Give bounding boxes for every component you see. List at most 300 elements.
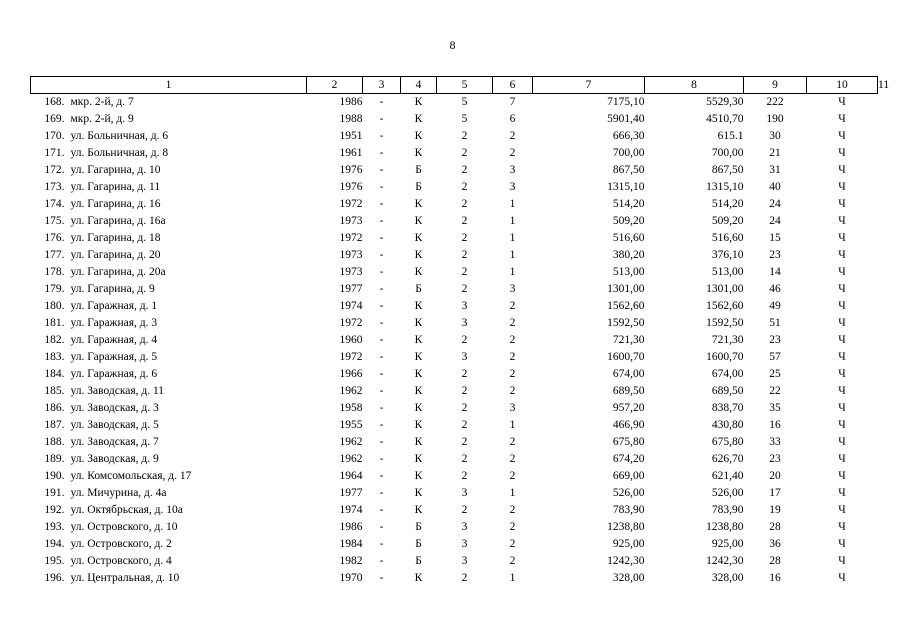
table-row	[31, 247, 878, 264]
cell-a8: 669,00	[612, 470, 645, 482]
cell-a9: 1600,70	[706, 351, 744, 363]
cell-mat: К	[414, 249, 423, 261]
address: ул. Гагарина, д. 18	[70, 232, 161, 244]
cell-a8: 514,20	[612, 198, 645, 210]
address-cell	[31, 196, 307, 213]
address: ул. Гаражная, д. 3	[70, 317, 158, 329]
cell-c4: -	[379, 453, 384, 465]
cell-year: 1955	[339, 419, 363, 431]
cell-en: 2	[509, 521, 516, 533]
cell-c4: -	[379, 300, 384, 312]
cell-c10: 23	[769, 249, 781, 261]
cell-a8: 380,20	[612, 249, 645, 261]
cell-year: 1951	[339, 130, 363, 142]
cell-mat: К	[414, 215, 423, 227]
cell-en: 1	[509, 249, 516, 261]
cell-year: 1966	[339, 368, 363, 380]
cell-year: 1960	[339, 334, 363, 346]
cell-c11: Ч	[838, 521, 846, 533]
cell-c11: Ч	[838, 419, 846, 431]
row-number: 180.	[44, 300, 65, 312]
address: ул. Больничная, д. 8	[70, 147, 169, 159]
page-number: 8	[449, 38, 456, 52]
cell-c10: 190	[766, 113, 784, 125]
cell-fl: 2	[461, 436, 468, 448]
cell-a8: 957,20	[612, 402, 645, 414]
address-cell	[31, 451, 307, 468]
cell-c4: -	[379, 555, 384, 567]
address: ул. Островского, д. 2	[70, 538, 172, 550]
cell-a9: 615.1	[717, 130, 744, 142]
cell-year: 1974	[339, 504, 363, 516]
cell-c11: Ч	[838, 300, 846, 312]
cell-c11: Ч	[838, 402, 846, 414]
cell-mat: Б	[415, 538, 422, 550]
cell-c10: 33	[769, 436, 781, 448]
cell-c10: 20	[769, 470, 781, 482]
cell-c11: Ч	[838, 317, 846, 329]
cell-mat: К	[414, 147, 423, 159]
cell-fl: 3	[461, 487, 468, 499]
cell-c11: Ч	[838, 538, 846, 550]
address-cell	[31, 570, 307, 587]
cell-mat: К	[414, 334, 423, 346]
address-cell	[31, 519, 307, 536]
cell-c11: Ч	[838, 351, 846, 363]
cell-a8: 867,50	[612, 164, 645, 176]
cell-mat: К	[414, 351, 423, 363]
row-number: 179.	[44, 283, 65, 295]
cell-year: 1962	[339, 453, 363, 465]
cell-c4: -	[379, 266, 384, 278]
table-row	[31, 179, 878, 196]
cell-c10: 222	[766, 96, 784, 108]
cell-mat: К	[414, 470, 423, 482]
address-cell	[31, 281, 307, 298]
row-number: 169.	[44, 113, 65, 125]
cell-c11: Ч	[838, 198, 846, 210]
cell-c10: 31	[769, 164, 781, 176]
cell-c11: Ч	[838, 266, 846, 278]
cell-a8: 1592,50	[607, 317, 645, 329]
cell-mat: К	[414, 232, 423, 244]
cell-en: 2	[509, 555, 516, 567]
cell-c4: -	[379, 351, 384, 363]
table-row	[31, 434, 878, 451]
cell-mat: К	[414, 436, 423, 448]
cell-year: 1958	[339, 402, 363, 414]
cell-c10: 57	[769, 351, 781, 363]
address-cell	[31, 315, 307, 332]
cell-year: 1976	[339, 164, 363, 176]
cell-c10: 16	[769, 419, 781, 431]
cell-c10: 51	[769, 317, 781, 329]
address: ул. Заводская, д. 3	[70, 402, 159, 414]
column-header-3: 3	[363, 77, 401, 94]
row-number: 188.	[44, 436, 65, 448]
cell-a8: 700,00	[612, 147, 645, 159]
address: ул. Гаражная, д. 5	[70, 351, 158, 363]
cell-mat: К	[414, 385, 423, 397]
cell-fl: 2	[461, 283, 468, 295]
row-number: 196.	[44, 572, 65, 584]
table-row	[31, 230, 878, 247]
table-row	[31, 502, 878, 519]
cell-year: 1973	[339, 266, 363, 278]
address: ул. Гагарина, д. 16	[70, 198, 161, 210]
table-row	[31, 519, 878, 536]
cell-a9: 1301,00	[706, 283, 744, 295]
cell-en: 2	[509, 538, 516, 550]
cell-year: 1973	[339, 249, 363, 261]
cell-en: 6	[509, 113, 516, 125]
cell-mat: Б	[415, 181, 422, 193]
address: ул. Заводская, д. 5	[70, 419, 159, 431]
cell-en: 1	[509, 487, 516, 499]
address-cell	[31, 264, 307, 281]
table-row	[31, 536, 878, 553]
cell-a8: 689,50	[612, 385, 645, 397]
cell-en: 3	[509, 283, 516, 295]
cell-fl: 3	[461, 317, 468, 329]
cell-mat: Б	[415, 283, 422, 295]
address-cell	[31, 485, 307, 502]
column-header-2: 2	[307, 77, 363, 94]
address-cell	[31, 230, 307, 247]
row-number: 174.	[44, 198, 65, 210]
cell-c4: -	[379, 215, 384, 227]
cell-c10: 16	[769, 572, 781, 584]
table-row	[31, 485, 878, 502]
cell-en: 2	[509, 453, 516, 465]
cell-en: 3	[509, 181, 516, 193]
cell-a9: 514,20	[711, 198, 744, 210]
cell-year: 1986	[339, 96, 363, 108]
cell-a9: 516,60	[711, 232, 744, 244]
cell-a9: 5529,30	[706, 96, 744, 108]
cell-year: 1962	[339, 385, 363, 397]
cell-en: 2	[509, 470, 516, 482]
address: ул. Гаражная, д. 6	[70, 368, 158, 380]
cell-fl: 3	[461, 300, 468, 312]
cell-c4: -	[379, 368, 384, 380]
cell-en: 2	[509, 317, 516, 329]
cell-fl: 2	[461, 572, 468, 584]
cell-en: 1	[509, 198, 516, 210]
cell-year: 1962	[339, 436, 363, 448]
cell-a9: 626,70	[711, 453, 744, 465]
cell-en: 2	[509, 300, 516, 312]
address: ул. Мичурина, д. 4а	[70, 487, 167, 499]
cell-c11: Ч	[838, 368, 846, 380]
cell-mat: К	[414, 368, 423, 380]
column-header-10: 10	[807, 77, 878, 94]
column-header-8: 8	[645, 77, 744, 94]
row-number: 170.	[44, 130, 65, 142]
cell-year: 1970	[339, 572, 363, 584]
cell-c10: 21	[769, 147, 781, 159]
cell-a9: 721,30	[711, 334, 744, 346]
cell-a9: 1242,30	[706, 555, 744, 567]
cell-c11: Ч	[838, 181, 846, 193]
table-row	[31, 400, 878, 417]
cell-a8: 1242,30	[607, 555, 645, 567]
cell-fl: 2	[461, 232, 468, 244]
address-cell	[31, 536, 307, 553]
table-row	[31, 451, 878, 468]
cell-fl: 2	[461, 130, 468, 142]
address: ул. Больничная, д. 6	[70, 130, 169, 142]
cell-c10: 19	[769, 504, 781, 516]
address: ул. Гагарина, д. 16а	[70, 215, 166, 227]
cell-c11: Ч	[838, 572, 846, 584]
address-cell	[31, 298, 307, 315]
cell-fl: 2	[461, 198, 468, 210]
cell-fl: 2	[461, 470, 468, 482]
cell-c10: 28	[769, 555, 781, 567]
column-header-1: 1	[31, 77, 307, 94]
cell-mat: К	[414, 572, 423, 584]
address: ул. Островского, д. 10	[70, 521, 178, 533]
cell-c10: 22	[769, 385, 781, 397]
cell-mat: К	[414, 487, 423, 499]
cell-a9: 621,40	[711, 470, 744, 482]
address: ул. Гагарина, д. 20	[70, 249, 161, 261]
address: ул. Заводская, д. 7	[70, 436, 159, 448]
cell-a9: 1562,60	[706, 300, 744, 312]
cell-c4: -	[379, 164, 384, 176]
address-cell	[31, 332, 307, 349]
cell-c10: 17	[769, 487, 781, 499]
cell-a8: 721,30	[612, 334, 645, 346]
cell-c4: -	[379, 130, 384, 142]
cell-c11: Ч	[838, 487, 846, 499]
cell-c11: Ч	[838, 249, 846, 261]
cell-mat: К	[414, 317, 423, 329]
cell-year: 1972	[339, 317, 363, 329]
cell-en: 1	[509, 215, 516, 227]
address-cell	[31, 349, 307, 366]
row-number: 182.	[44, 334, 65, 346]
cell-c10: 14	[769, 266, 781, 278]
cell-year: 1973	[339, 215, 363, 227]
row-number: 195.	[44, 555, 65, 567]
cell-c11: Ч	[838, 147, 846, 159]
cell-fl: 2	[461, 334, 468, 346]
cell-c4: -	[379, 385, 384, 397]
cell-c11: Ч	[838, 436, 846, 448]
cell-mat: К	[414, 419, 423, 431]
table-row	[31, 315, 878, 332]
row-number: 192.	[44, 504, 65, 516]
cell-mat: К	[414, 113, 423, 125]
row-number: 185.	[44, 385, 65, 397]
housing-register-table	[30, 76, 890, 587]
cell-year: 1972	[339, 198, 363, 210]
cell-a9: 689,50	[711, 385, 744, 397]
row-number: 193.	[44, 521, 65, 533]
cell-c4: -	[379, 419, 384, 431]
table-row	[31, 264, 878, 281]
cell-a9: 4510,70	[706, 113, 744, 125]
table-row	[31, 145, 878, 162]
cell-fl: 2	[461, 453, 468, 465]
table-row	[31, 366, 878, 383]
cell-fl: 2	[461, 402, 468, 414]
column-header-4: 4	[401, 77, 437, 94]
cell-c10: 25	[769, 368, 781, 380]
cell-c10: 28	[769, 521, 781, 533]
cell-en: 1	[509, 572, 516, 584]
cell-a8: 516,60	[612, 232, 645, 244]
cell-year: 1977	[339, 283, 363, 295]
cell-c11: Ч	[838, 470, 846, 482]
cell-c11: Ч	[838, 504, 846, 516]
row-number: 189.	[44, 453, 65, 465]
cell-a9: 376,10	[711, 249, 744, 261]
column-header-5: 5	[437, 77, 493, 94]
table-row	[31, 128, 878, 145]
address: ул. Гагарина, д. 9	[70, 283, 155, 295]
cell-en: 2	[509, 504, 516, 516]
cell-c4: -	[379, 317, 384, 329]
cell-mat: Б	[415, 164, 422, 176]
cell-mat: К	[414, 504, 423, 516]
cell-fl: 2	[461, 266, 468, 278]
cell-a8: 1238,80	[607, 521, 645, 533]
cell-en: 3	[509, 402, 516, 414]
cell-a9: 700,00	[711, 147, 744, 159]
cell-c11: Ч	[838, 130, 846, 142]
table-row	[31, 162, 878, 179]
cell-a9: 526,00	[711, 487, 744, 499]
cell-c10: 35	[769, 402, 781, 414]
cell-a8: 513,00	[612, 266, 645, 278]
cell-en: 1	[509, 232, 516, 244]
row-number: 176.	[44, 232, 65, 244]
row-number: 190.	[44, 470, 65, 482]
address-cell	[31, 417, 307, 434]
cell-c4: -	[379, 232, 384, 244]
cell-c10: 36	[769, 538, 781, 550]
cell-year: 1977	[339, 487, 363, 499]
cell-fl: 2	[461, 164, 468, 176]
cell-fl: 5	[461, 113, 468, 125]
cell-mat: К	[414, 198, 423, 210]
cell-en: 2	[509, 385, 516, 397]
cell-fl: 2	[461, 249, 468, 261]
cell-mat: К	[414, 402, 423, 414]
table-row	[31, 553, 878, 570]
table-row	[31, 349, 878, 366]
cell-year: 1972	[339, 351, 363, 363]
cell-fl: 3	[461, 555, 468, 567]
cell-a8: 328,00	[612, 572, 645, 584]
cell-year: 1964	[339, 470, 363, 482]
cell-a9: 925,00	[711, 538, 744, 550]
cell-a9: 1238,80	[706, 521, 744, 533]
address: ул. Гаражная, д. 1	[70, 300, 158, 312]
cell-en: 1	[509, 419, 516, 431]
address: мкр. 2-й, д. 7	[70, 96, 134, 108]
cell-c4: -	[379, 334, 384, 346]
row-number: 194.	[44, 538, 65, 550]
row-number: 171.	[44, 147, 65, 159]
cell-c4: -	[379, 147, 384, 159]
cell-fl: 2	[461, 181, 468, 193]
address-cell	[31, 366, 307, 383]
cell-c10: 24	[769, 215, 781, 227]
cell-year: 1982	[339, 555, 363, 567]
cell-a9: 430,80	[711, 419, 744, 431]
cell-c11: Ч	[838, 283, 846, 295]
cell-c4: -	[379, 572, 384, 584]
address-cell	[31, 553, 307, 570]
cell-c11: Ч	[838, 453, 846, 465]
cell-c4: -	[379, 198, 384, 210]
cell-a9: 1315,10	[706, 181, 744, 193]
row-number: 173.	[44, 181, 65, 193]
cell-a8: 1600,70	[607, 351, 645, 363]
address: ул. Гагарина, д. 11	[70, 181, 161, 193]
cell-c11: Ч	[838, 555, 846, 567]
cell-a8: 466,90	[612, 419, 645, 431]
cell-c4: -	[379, 470, 384, 482]
table-row	[31, 281, 878, 298]
cell-en: 2	[509, 351, 516, 363]
cell-c4: -	[379, 402, 384, 414]
cell-c11: Ч	[838, 215, 846, 227]
address-cell	[31, 247, 307, 264]
cell-a9: 675,80	[711, 436, 744, 448]
table-row	[31, 383, 878, 400]
cell-en: 1	[509, 266, 516, 278]
cell-fl: 5	[461, 96, 468, 108]
row-number: 187.	[44, 419, 65, 431]
row-number: 177.	[44, 249, 65, 261]
address-cell	[31, 145, 307, 162]
cell-mat: К	[414, 266, 423, 278]
address-cell	[31, 383, 307, 400]
address-cell	[31, 162, 307, 179]
cell-a8: 1301,00	[607, 283, 645, 295]
cell-year: 1961	[339, 147, 363, 159]
row-number: 186.	[44, 402, 65, 414]
cell-c10: 24	[769, 198, 781, 210]
row-number: 183.	[44, 351, 65, 363]
cell-a8: 675,80	[612, 436, 645, 448]
cell-c4: -	[379, 181, 384, 193]
address-cell	[31, 400, 307, 417]
row-number: 184.	[44, 368, 65, 380]
row-number: 181.	[44, 317, 65, 329]
cell-a9: 783,90	[711, 504, 744, 516]
cell-c4: -	[379, 436, 384, 448]
cell-a9: 867,50	[711, 164, 744, 176]
cell-a8: 666,30	[612, 130, 645, 142]
column-header-9: 9	[744, 77, 807, 94]
table-row	[31, 332, 878, 349]
cell-mat: К	[414, 130, 423, 142]
address-cell	[31, 213, 307, 230]
cell-year: 1974	[339, 300, 363, 312]
cell-mat: К	[414, 453, 423, 465]
cell-fl: 2	[461, 385, 468, 397]
cell-c4: -	[379, 487, 384, 499]
cell-en: 7	[509, 96, 516, 108]
cell-en: 2	[509, 334, 516, 346]
cell-mat: К	[414, 300, 423, 312]
